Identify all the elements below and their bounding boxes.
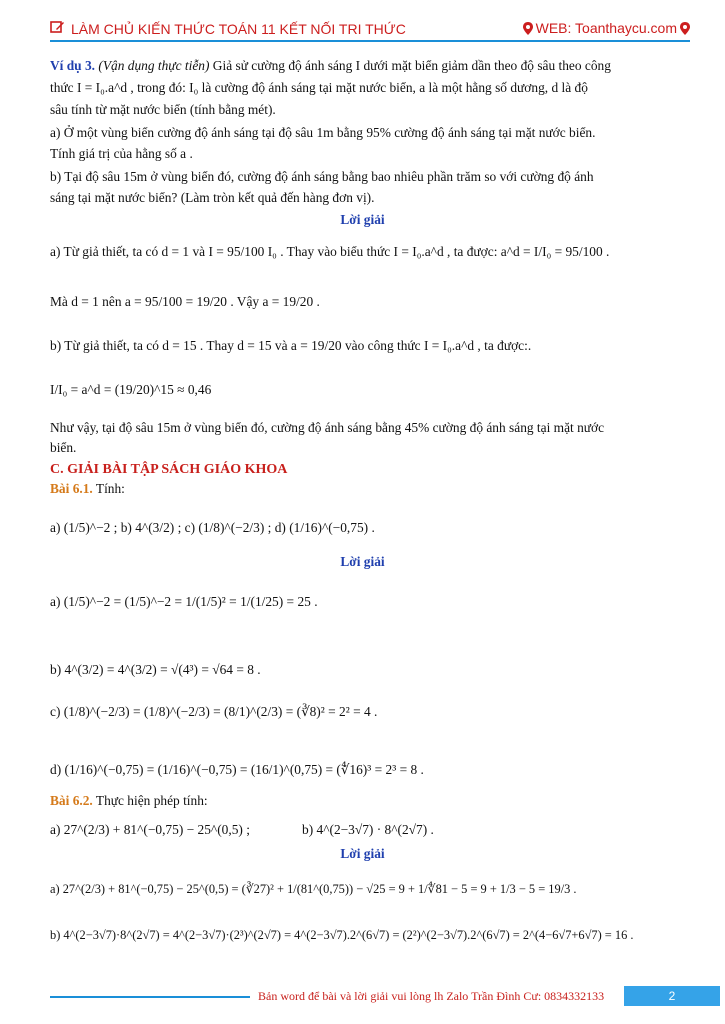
example-3-label: Ví dụ 3. xyxy=(50,58,96,73)
example-3-part-b-2: sáng tại mặt nước biển? (Làm tròn kết quả đến hàng đơn vị). xyxy=(50,190,375,205)
edit-icon xyxy=(50,20,65,37)
example-3-line-2: thức I = I₀.a^d , trong đó: I₀ là cường độ ánh sáng tại mặt nước biển, a là một hằng số dương, d là độ xyxy=(50,80,588,95)
header-rule xyxy=(50,40,690,42)
header-title: LÀM CHỦ KIẾN THỨC TOÁN 11 KẾT NỐI TRI THỨC xyxy=(71,20,406,37)
exercise-6-2-label: Bài 6.2. xyxy=(50,793,93,808)
example-3-conclusion-2: biển. xyxy=(50,440,77,455)
example-3-solution-a: a) Từ giả thiết, ta có d = 1 và I = 95/100 I₀ . Thay vào biểu thức I = I₀.a^d , ta được: a^d = I/I₀ = 95/100 . xyxy=(50,244,610,259)
location-pin-icon xyxy=(523,22,533,35)
exercise-6-2-heading xyxy=(50,791,208,811)
exercise-6-2-problem-b: b) 4^(2−3√7) · 8^(2√7) . xyxy=(302,822,434,837)
example-3-conclusion-1: Như vậy, tại độ sâu 15m ở vùng biển đó, cường độ ánh sáng bằng 45% cường độ ánh sáng tại mặt nước xyxy=(50,420,605,435)
exercise-6-1-label: Bài 6.1. xyxy=(50,481,93,496)
page-header xyxy=(50,18,690,42)
example-3-text-1: Giả sử cường độ ánh sáng I dưới mặt biển giảm dần theo độ sâu theo công xyxy=(209,58,611,73)
exercise-6-2-problem-a: a) 27^(2/3) + 81^(−0,75) − 25^(0,5) ; xyxy=(50,822,250,837)
exercise-6-1-solution-c: c) (1/8)^(−2/3) = (1/8)^(−2/3) = (8/1)^(2/3) = (∛8)² = 2² = 4 . xyxy=(50,704,378,719)
header-web-link[interactable]: WEB: Toanthaycu.com xyxy=(535,20,677,36)
exercise-6-1-text: Tính: xyxy=(92,481,125,496)
exercise-6-1-solution-a: a) (1/5)^−2 = (1/5)^−2 = 1/(1/5)² = 1/(1/25) = 25 . xyxy=(50,594,318,609)
example-3-line-1 xyxy=(50,56,611,76)
header-title-group xyxy=(50,20,406,37)
exercise-6-2-text: Thực hiện phép tính: xyxy=(92,793,208,808)
footer-contact-text: Bản word để bài và lời giải vui lòng lh Zalo Trần Đình Cư: 0834332133 xyxy=(258,989,605,1003)
exercise-6-1-solution-b: b) 4^(3/2) = 4^(3/2) = √(4³) = √64 = 8 . xyxy=(50,662,261,677)
exercise-6-1-solution-d: d) (1/16)^(−0,75) = (1/16)^(−0,75) = (16/1)^(0,75) = (∜16)³ = 2³ = 8 . xyxy=(50,762,424,777)
location-pin-icon-right xyxy=(680,22,690,35)
example-3-solution-heading: Lời giải xyxy=(340,212,385,227)
example-3-solution-a-2: Mà d = 1 nên a = 95/100 = 19/20 . Vậy a = 19/20 . xyxy=(50,294,320,309)
example-3-part-b-1: b) Tại độ sâu 15m ở vùng biển đó, cường độ ánh sáng bằng bao nhiêu phần trăm so với cường độ ánh xyxy=(50,169,594,184)
example-3-part-a-1: a) Ở một vùng biển cường độ ánh sáng tại độ sâu 1m bằng 95% cường độ ánh sáng tại mặt nước biển. xyxy=(50,125,596,140)
page-number: 2 xyxy=(624,986,720,1006)
exercise-6-1-problems: a) (1/5)^−2 ; b) 4^(3/2) ; c) (1/8)^(−2/3) ; d) (1/16)^(−0,75) . xyxy=(50,520,375,535)
exercise-6-1-heading xyxy=(50,479,125,499)
exercise-6-1-solution-heading: Lời giải xyxy=(340,554,385,569)
example-3-part-a-2: Tính giá trị của hằng số a . xyxy=(50,146,193,161)
example-3-tag: (Vận dụng thực tiễn) xyxy=(98,58,210,73)
exercise-6-2-solution-heading: Lời giải xyxy=(340,846,385,861)
exercise-6-2-solution-b: b) 4^(2−3√7)·8^(2√7) = 4^(2−3√7)·(2³)^(2√7) = 4^(2−3√7).2^(6√7) = (2²)^(2−3√7).2^(6√7) = 2^(4−6√7+6√7) = 16 . xyxy=(50,928,634,942)
exercise-6-2-solution-a: a) 27^(2/3) + 81^(−0,75) − 25^(0,5) = (∛27)² + 1/(81^(0,75)) − √25 = 9 + 1/∜81 − 5 = 9 + 1/3 − 5 = 19/3 . xyxy=(50,882,577,896)
example-3-solution-b-formula: I/I₀ = a^d = (19/20)^15 ≈ 0,46 xyxy=(50,382,212,397)
section-c-heading: C. GIẢI BÀI TẬP SÁCH GIÁO KHOA xyxy=(50,462,288,477)
footer-rule xyxy=(50,996,250,998)
page-footer xyxy=(50,986,720,1008)
example-3-line-3: sâu tính từ mặt nước biển (tính bằng mét). xyxy=(50,102,276,117)
header-web-group xyxy=(523,20,690,36)
example-3-solution-b: b) Từ giả thiết, ta có d = 15 . Thay d = 15 và a = 19/20 vào công thức I = I₀.a^d , ta được:. xyxy=(50,338,532,353)
